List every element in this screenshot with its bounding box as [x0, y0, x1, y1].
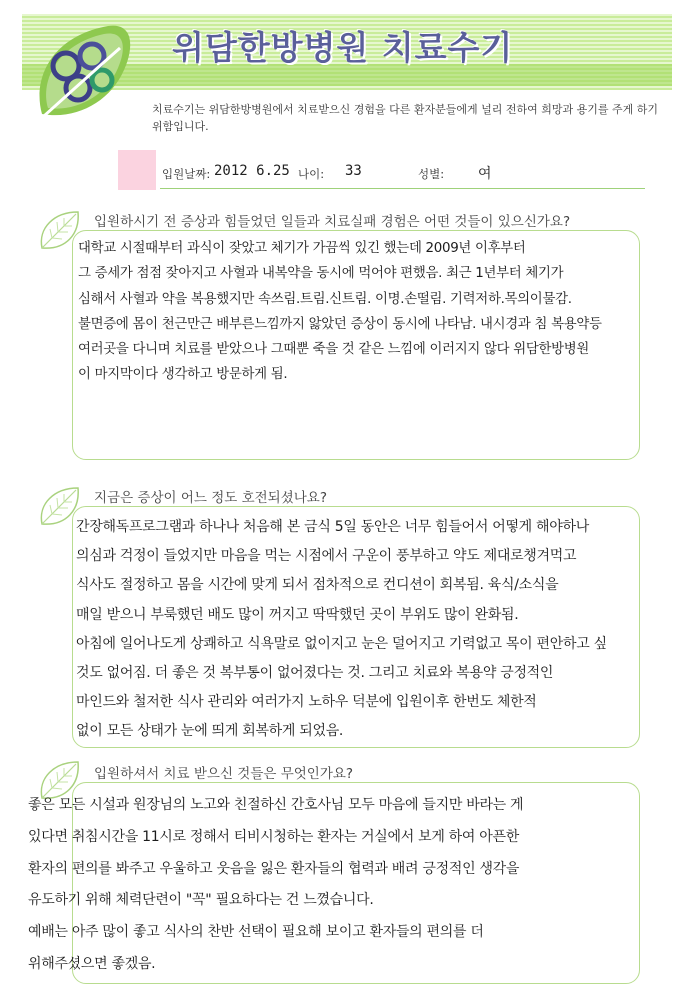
- info-divider: [160, 188, 645, 189]
- answer-line: 예배는 아주 많이 좋고 식사의 찬반 선택이 필요해 보이고 환자들의 편의를 더: [28, 924, 484, 941]
- answer-line: 아침에 일어나도게 상쾌하고 식욕말로 없이지고 눈은 덜어지고 기력없고 목이 편안하고 싶: [76, 635, 607, 652]
- page-title: 위담한방병원 치료수기: [172, 28, 514, 67]
- age-label: 나이:: [298, 167, 325, 181]
- gender-label: 성별:: [418, 167, 445, 181]
- answer-line: 환자의 편의를 봐주고 우울하고 웃음을 잃은 환자들의 협력과 배려 긍정적인 생각을: [28, 860, 520, 877]
- answer-line: 위해주셨으면 좋겠음.: [28, 955, 156, 972]
- answer-line: 있다면 취침시간을 11시로 정해서 티비시청하는 환자는 거실에서 보게 하여 아픈한: [28, 828, 519, 845]
- section-question-2: 지금은 증상이 어느 정도 호전되셨나요?: [94, 490, 327, 506]
- admission-date-label: 입원날짜:: [162, 167, 211, 181]
- answer-line: 식사도 절정하고 몸을 시간에 맞게 되서 점차적으로 컨디션이 회복됨. 육식/소식을: [76, 577, 559, 594]
- answer-line: 마인드와 철저한 식사 관리와 여러가지 노하우 덕분에 입원이후 한번도 체한적: [76, 694, 537, 711]
- answer-line: 매일 받으니 부룩했던 배도 많이 꺼지고 딱딱했던 곳이 부위도 많이 완화됨.: [76, 606, 519, 623]
- section-question-3: 입원하셔서 치료 받으신 것들은 무엇인가요?: [94, 766, 354, 782]
- answer-line: 좋은 모든 시설과 원장님의 노고와 친절하신 간호사님 모두 마음에 들지만 바라는 게: [28, 797, 524, 813]
- answer-text-2: [76, 513, 646, 747]
- answer-line: 유도하기 위해 체력단련이 "꼭" 필요하다는 건 느꼈습니다.: [28, 892, 374, 909]
- answer-line: 없이 모든 상태가 눈에 띄게 회복하게 되었음.: [76, 723, 344, 740]
- answer-text-1: [78, 236, 638, 388]
- answer-line: 불면증에 몸이 천근만근 배부른느낌까지 앓았던 증상이 동시에 나타남. 내시경과 침 복용약등: [78, 316, 602, 332]
- answer-line: 간장해독프로그램과 하나나 처음해 본 금식 5일 동안은 너무 힘들어서 어떻게 해야하나: [76, 519, 589, 535]
- answer-line: 대학교 시절때부터 과식이 잦았고 체기가 가끔씩 있긴 했는데 2009년 이후부터: [78, 241, 526, 256]
- intro-text: 치료수기는 위담한방병원에서 치료받으신 경험을 다른 환자분들에게 널리 전하여 희망과 용기를 주게 하기 위함입니다.: [152, 103, 659, 133]
- answer-line: 그 증세가 점점 잦아지고 사혈과 내복약을 동시에 먹어야 편했음. 최근 1년부터 체기가: [78, 266, 564, 282]
- leaf-logo-icon: [30, 18, 140, 128]
- answer-line: 심해서 사혈과 약을 복용했지만 속쓰림.트림.신트림. 이명.손떨림. 기력저하.목의이물감.: [78, 291, 572, 307]
- gender-value: 여: [478, 166, 492, 182]
- age-value: 33: [345, 163, 362, 179]
- section-question-1: 입원하시기 전 증상과 힘들었던 일들과 치료실패 경험은 어떤 것들이 있으신가요?: [94, 214, 571, 230]
- answer-line: 의심과 걱정이 들었지만 마음을 먹는 시점에서 구운이 풍부하고 약도 제대로챙겨먹고: [76, 548, 577, 565]
- answer-text-3: [28, 790, 688, 981]
- admission-date-value: 2012 6.25: [214, 163, 290, 179]
- pink-stamp: [118, 150, 156, 190]
- answer-line: 것도 없어짐. 더 좋은 것 복부통이 없어졌다는 것. 그리고 치료와 복용약 긍정적인: [76, 665, 554, 682]
- answer-line: 여러곳을 다니며 치료를 받았으나 그때뿐 죽을 것 같은 느낌에 이러지지 않다 위담한방병원: [78, 342, 590, 358]
- answer-line: 이 마지막이다 생각하고 방문하게 됨.: [78, 367, 288, 383]
